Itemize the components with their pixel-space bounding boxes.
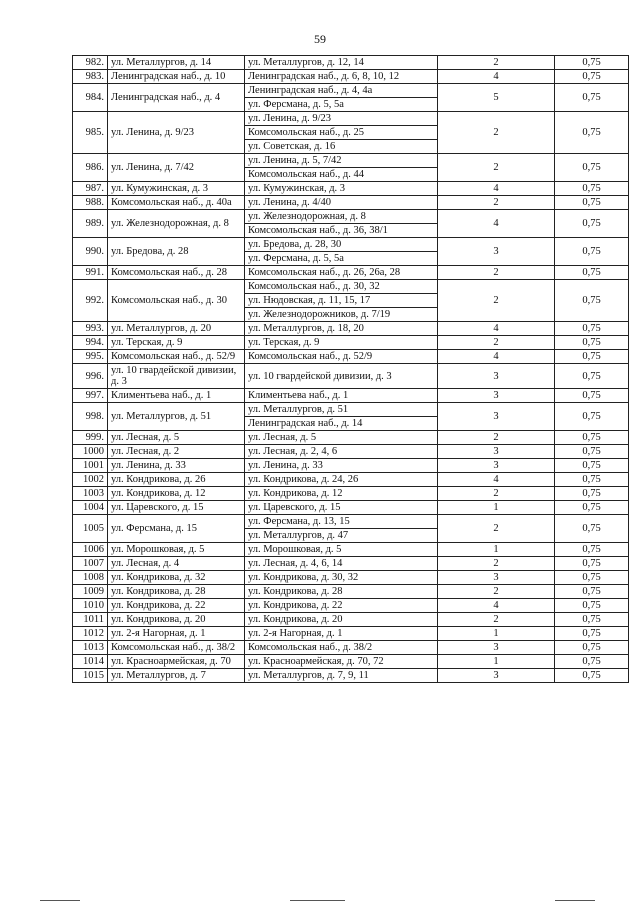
count-cell: 2 [438,154,555,182]
norm-cell: 0,75 [555,280,629,322]
count-cell: 2 [438,431,555,445]
table-row [73,515,629,529]
served-house-address: Комсомольская наб., д. 52/9 [245,350,438,364]
row-number: 1008 [73,571,108,585]
count-cell: 2 [438,515,555,543]
row-number: 997. [73,389,108,403]
table-row [73,543,629,557]
served-house-address: ул. Кондрикова, д. 12 [245,487,438,501]
norm-cell: 0,75 [555,238,629,266]
table-row [73,182,629,196]
served-house-address: ул. Терская, д. 9 [245,336,438,350]
object-address: Комсомольская наб., д. 30 [108,280,245,322]
row-number: 991. [73,266,108,280]
row-number: 1013 [73,641,108,655]
object-address: ул. Морошковая, д. 5 [108,543,245,557]
row-number: 1005 [73,515,108,543]
norm-cell: 0,75 [555,445,629,459]
table-row [73,389,629,403]
count-cell: 3 [438,389,555,403]
served-house-address: ул. Кондрикова, д. 20 [245,613,438,627]
served-house-address: Ленинградская наб., д. 14 [245,417,438,431]
count-cell: 2 [438,56,555,70]
object-address: ул. Лесная, д. 2 [108,445,245,459]
table-row [73,585,629,599]
served-house-address: ул. Ферсмана, д. 5, 5а [245,98,438,112]
norm-cell: 0,75 [555,70,629,84]
row-number: 984. [73,84,108,112]
table-row [73,322,629,336]
table-row [73,56,629,70]
object-address: ул. Кондрикова, д. 12 [108,487,245,501]
row-number: 1004 [73,501,108,515]
object-address: ул. Железнодорожная, д. 8 [108,210,245,238]
served-house-address: Климентьева наб., д. 1 [245,389,438,403]
row-number: 995. [73,350,108,364]
row-number: 1012 [73,627,108,641]
row-number: 987. [73,182,108,196]
object-address: ул. Металлургов, д. 7 [108,669,245,683]
served-house-address: ул. Металлургов, д. 12, 14 [245,56,438,70]
object-address: Ленинградская наб., д. 4 [108,84,245,112]
norm-cell: 0,75 [555,389,629,403]
table-row [73,280,629,294]
object-address: ул. Красноармейская, д. 70 [108,655,245,669]
object-address: ул. Металлургов, д. 14 [108,56,245,70]
count-cell: 1 [438,627,555,641]
served-house-address: ул. Ферсмана, д. 5, 5а [245,252,438,266]
table-row [73,350,629,364]
count-cell: 3 [438,571,555,585]
served-house-address: ул. Металлургов, д. 47 [245,529,438,543]
count-cell: 3 [438,641,555,655]
count-cell: 2 [438,557,555,571]
served-house-address: Ленинградская наб., д. 4, 4а [245,84,438,98]
table-row [73,627,629,641]
norm-cell: 0,75 [555,56,629,70]
count-cell: 2 [438,266,555,280]
norm-cell: 0,75 [555,154,629,182]
row-number: 1015 [73,669,108,683]
served-house-address: ул. Лесная, д. 4, 6, 14 [245,557,438,571]
table-row [73,84,629,98]
served-house-address: ул. 2-я Нагорная, д. 1 [245,627,438,641]
object-address: Ленинградская наб., д. 10 [108,70,245,84]
served-house-address: ул. Нюдовская, д. 11, 15, 17 [245,294,438,308]
served-house-address: ул. 10 гвардейской дивизии, д. 3 [245,364,438,389]
object-address: ул. Царевского, д. 15 [108,501,245,515]
served-house-address: ул. Лесная, д. 5 [245,431,438,445]
count-cell: 4 [438,473,555,487]
object-address: ул. Кондрикова, д. 20 [108,613,245,627]
served-house-address: ул. Ленина, д. 9/23 [245,112,438,126]
row-number: 990. [73,238,108,266]
count-cell: 2 [438,112,555,154]
table-row [73,599,629,613]
table-row [73,70,629,84]
table-row [73,557,629,571]
page-number: 59 [314,32,326,46]
object-address: ул. Ферсмана, д. 15 [108,515,245,543]
row-number: 983. [73,70,108,84]
norm-cell: 0,75 [555,557,629,571]
served-house-address: ул. Железнодорожников, д. 7/19 [245,308,438,322]
object-address: ул. Лесная, д. 5 [108,431,245,445]
object-address: ул. Металлургов, д. 51 [108,403,245,431]
table-row [73,571,629,585]
served-house-address: Комсомольская наб., д. 25 [245,126,438,140]
row-number: 994. [73,336,108,350]
served-house-address: ул. Красноармейская, д. 70, 72 [245,655,438,669]
object-address: ул. Бредова, д. 28 [108,238,245,266]
norm-cell: 0,75 [555,431,629,445]
norm-cell: 0,75 [555,599,629,613]
served-house-address: ул. Лесная, д. 2, 4, 6 [245,445,438,459]
table-row [73,669,629,683]
norm-cell: 0,75 [555,669,629,683]
norm-cell: 0,75 [555,515,629,543]
served-house-address: ул. Металлургов, д. 18, 20 [245,322,438,336]
object-address: ул. Терская, д. 9 [108,336,245,350]
norm-cell: 0,75 [555,350,629,364]
count-cell: 2 [438,487,555,501]
served-house-address: ул. Советская, д. 16 [245,140,438,154]
norm-cell: 0,75 [555,266,629,280]
count-cell: 3 [438,459,555,473]
count-cell: 3 [438,669,555,683]
served-house-address: ул. Царевского, д. 15 [245,501,438,515]
norm-cell: 0,75 [555,210,629,238]
object-address: ул. Кондрикова, д. 32 [108,571,245,585]
served-house-address: ул. Кондрикова, д. 24, 26 [245,473,438,487]
count-cell: 2 [438,280,555,322]
object-address: ул. Металлургов, д. 20 [108,322,245,336]
count-cell: 4 [438,322,555,336]
norm-cell: 0,75 [555,571,629,585]
count-cell: 3 [438,364,555,389]
registry-table [72,55,629,683]
table-row [73,641,629,655]
norm-cell: 0,75 [555,641,629,655]
served-house-address: ул. Кондрикова, д. 30, 32 [245,571,438,585]
row-number: 992. [73,280,108,322]
norm-cell: 0,75 [555,364,629,389]
count-cell: 4 [438,210,555,238]
object-address: Комсомольская наб., д. 28 [108,266,245,280]
row-number: 989. [73,210,108,238]
table-row [73,364,629,389]
norm-cell: 0,75 [555,322,629,336]
table-body [73,56,629,683]
row-number: 1007 [73,557,108,571]
table-row [73,487,629,501]
count-cell: 4 [438,182,555,196]
count-cell: 2 [438,585,555,599]
served-house-address: Ленинградская наб., д. 6, 8, 10, 12 [245,70,438,84]
row-number: 1011 [73,613,108,627]
table-row [73,613,629,627]
table-row [73,445,629,459]
served-house-address: ул. Бредова, д. 28, 30 [245,238,438,252]
object-address: ул. Кондрикова, д. 28 [108,585,245,599]
served-house-address: Комсомольская наб., д. 38/2 [245,641,438,655]
row-number: 999. [73,431,108,445]
object-address: ул. Кондрикова, д. 26 [108,473,245,487]
row-number: 1009 [73,585,108,599]
served-house-address: ул. Металлургов, д. 7, 9, 11 [245,669,438,683]
norm-cell: 0,75 [555,459,629,473]
count-cell: 3 [438,238,555,266]
footer-rule-center [290,900,345,901]
count-cell: 1 [438,543,555,557]
object-address: Комсомольская наб., д. 40а [108,196,245,210]
table-row [73,655,629,669]
footer-rule-left [40,900,80,901]
served-house-address: ул. Ленина, д. 33 [245,459,438,473]
served-house-address: Комсомольская наб., д. 26, 26а, 28 [245,266,438,280]
object-address: ул. Кондрикова, д. 22 [108,599,245,613]
served-house-address: ул. Ленина, д. 5, 7/42 [245,154,438,168]
row-number: 1000 [73,445,108,459]
row-number: 1001 [73,459,108,473]
row-number: 985. [73,112,108,154]
count-cell: 2 [438,196,555,210]
served-house-address: ул. Кондрикова, д. 22 [245,599,438,613]
row-number: 1003 [73,487,108,501]
object-address: ул. Ленина, д. 7/42 [108,154,245,182]
table-row [73,459,629,473]
norm-cell: 0,75 [555,655,629,669]
table-row [73,336,629,350]
served-house-address: ул. Железнодорожная, д. 8 [245,210,438,224]
object-address: ул. 2-я Нагорная, д. 1 [108,627,245,641]
object-address: ул. Кумужинская, д. 3 [108,182,245,196]
count-cell: 1 [438,501,555,515]
object-address: Комсомольская наб., д. 38/2 [108,641,245,655]
served-house-address: ул. Ферсмана, д. 13, 15 [245,515,438,529]
norm-cell: 0,75 [555,501,629,515]
served-house-address: ул. Морошковая, д. 5 [245,543,438,557]
norm-cell: 0,75 [555,543,629,557]
table-row [73,210,629,224]
count-cell: 4 [438,350,555,364]
norm-cell: 0,75 [555,196,629,210]
row-number: 996. [73,364,108,389]
table-row [73,403,629,417]
served-house-address: Комсомольская наб., д. 36, 38/1 [245,224,438,238]
norm-cell: 0,75 [555,403,629,431]
object-address: Климентьева наб., д. 1 [108,389,245,403]
count-cell: 2 [438,613,555,627]
served-house-address: Комсомольская наб., д. 30, 32 [245,280,438,294]
object-address: ул. 10 гвардейской дивизии, д. 3 [108,364,245,389]
object-address: ул. Ленина, д. 33 [108,459,245,473]
object-address: ул. Ленина, д. 9/23 [108,112,245,154]
norm-cell: 0,75 [555,627,629,641]
count-cell: 5 [438,84,555,112]
norm-cell: 0,75 [555,112,629,154]
served-house-address: ул. Кумужинская, д. 3 [245,182,438,196]
table-row [73,238,629,252]
norm-cell: 0,75 [555,473,629,487]
row-number: 982. [73,56,108,70]
table-row [73,154,629,168]
row-number: 986. [73,154,108,182]
norm-cell: 0,75 [555,336,629,350]
norm-cell: 0,75 [555,487,629,501]
norm-cell: 0,75 [555,84,629,112]
row-number: 1014 [73,655,108,669]
served-house-address: ул. Металлургов, д. 51 [245,403,438,417]
row-number: 1010 [73,599,108,613]
count-cell: 3 [438,445,555,459]
table-row [73,266,629,280]
table-row [73,196,629,210]
norm-cell: 0,75 [555,585,629,599]
served-house-address: ул. Ленина, д. 4/40 [245,196,438,210]
count-cell: 1 [438,655,555,669]
row-number: 1006 [73,543,108,557]
row-number: 998. [73,403,108,431]
count-cell: 4 [438,599,555,613]
table-row [73,431,629,445]
footer-rule-right [555,900,595,901]
served-house-address: ул. Кондрикова, д. 28 [245,585,438,599]
object-address: ул. Лесная, д. 4 [108,557,245,571]
table-row [73,112,629,126]
count-cell: 2 [438,336,555,350]
row-number: 1002 [73,473,108,487]
object-address: Комсомольская наб., д. 52/9 [108,350,245,364]
table-row [73,473,629,487]
count-cell: 4 [438,70,555,84]
row-number: 993. [73,322,108,336]
table-row [73,501,629,515]
served-house-address: Комсомольская наб., д. 44 [245,168,438,182]
row-number: 988. [73,196,108,210]
norm-cell: 0,75 [555,182,629,196]
count-cell: 3 [438,403,555,431]
norm-cell: 0,75 [555,613,629,627]
